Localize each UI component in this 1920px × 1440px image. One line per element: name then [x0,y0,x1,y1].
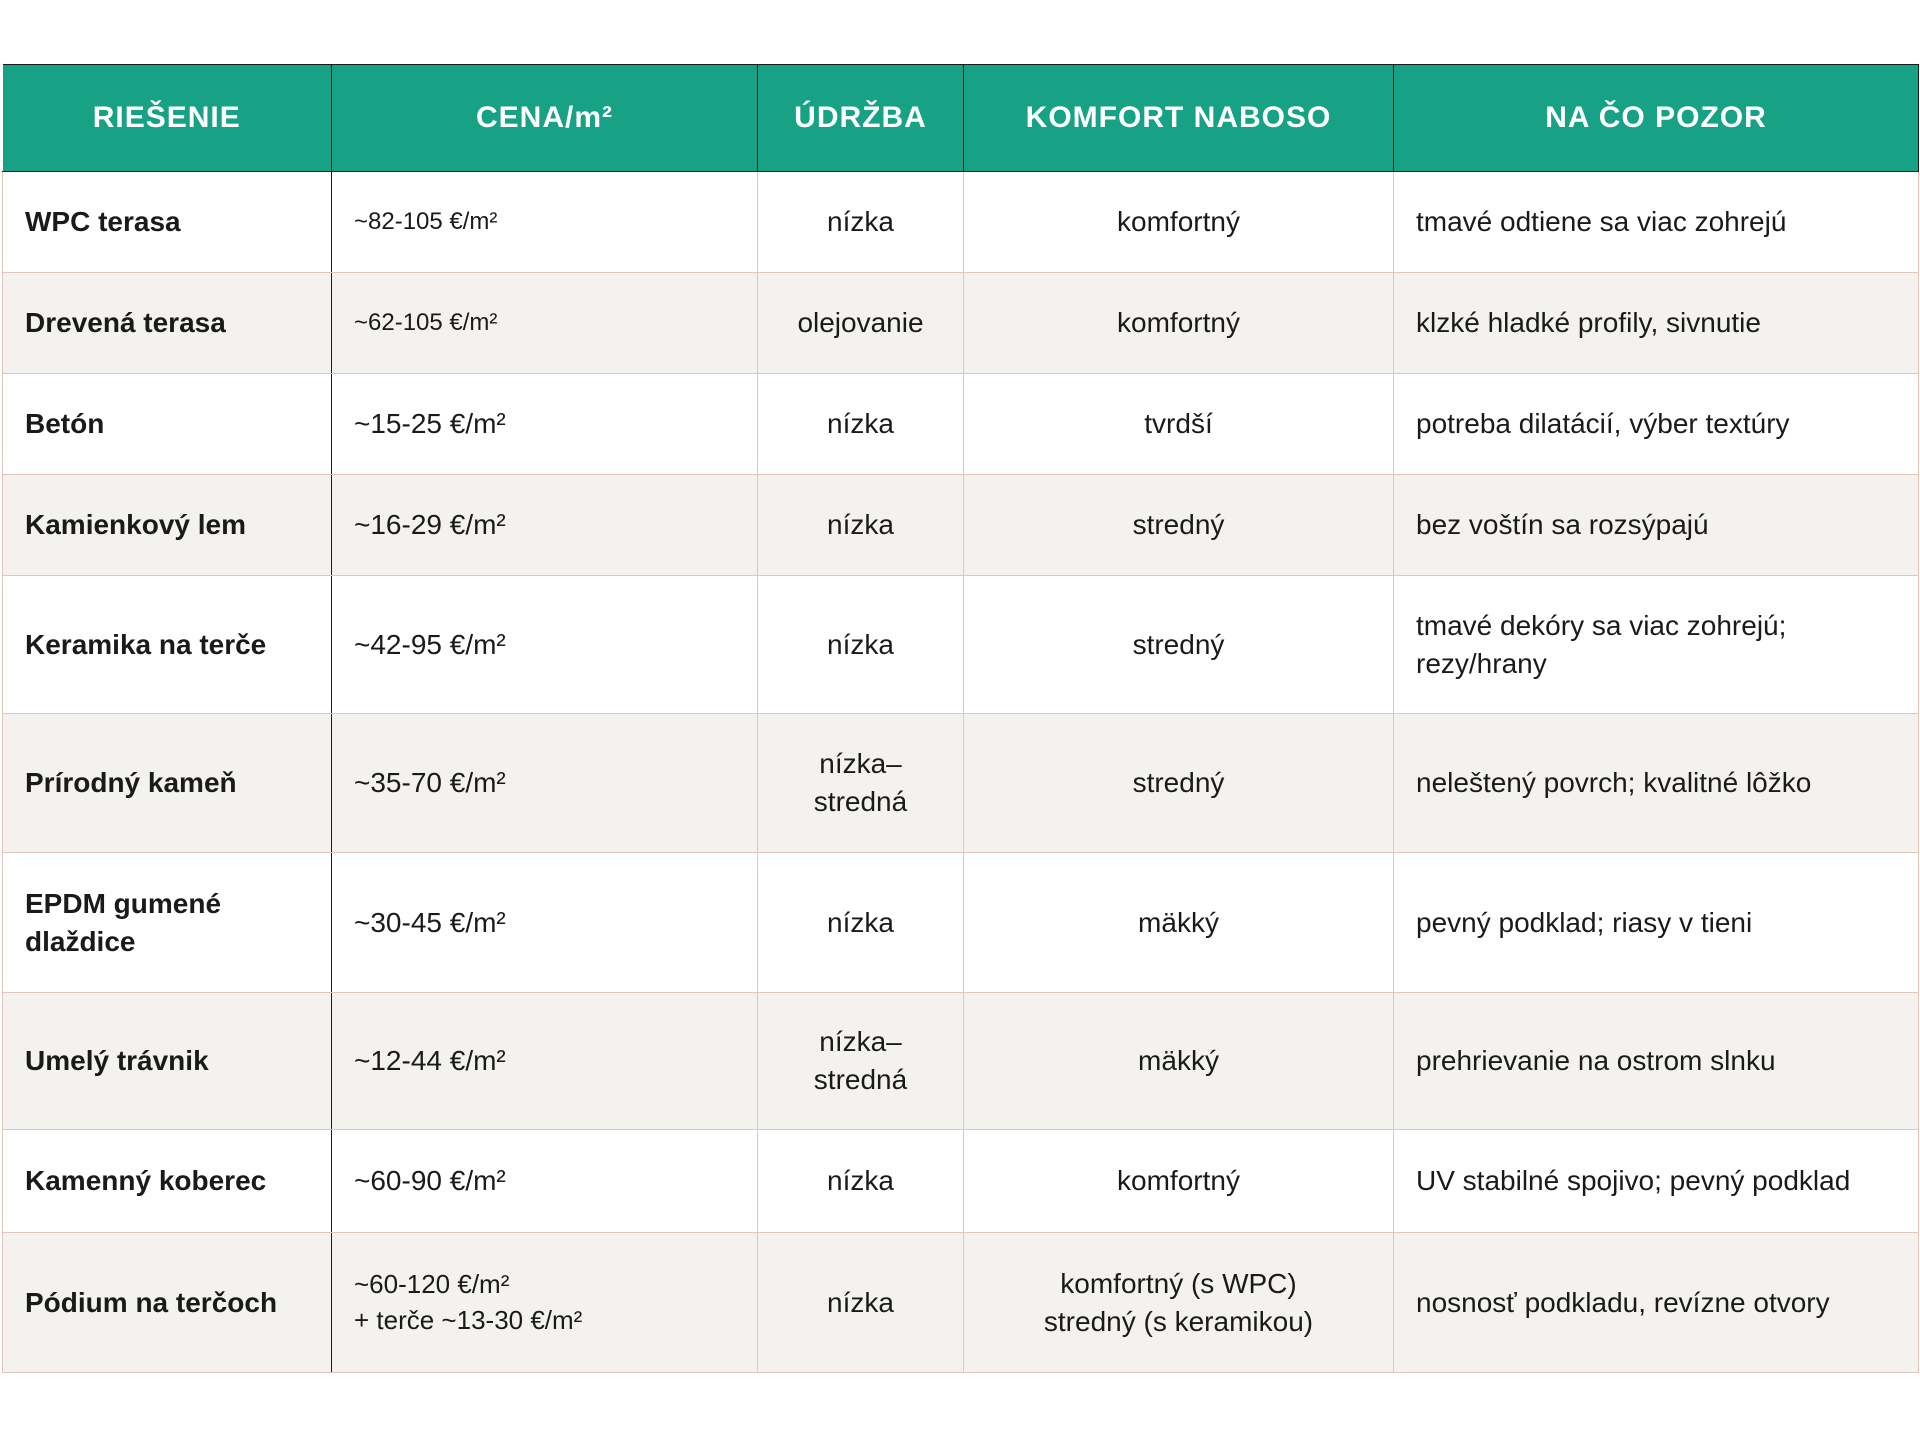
cell-solution: Umelý trávnik [3,993,332,1130]
header-solution: RIEŠENIE [3,65,332,172]
cell-maintenance [758,993,964,1130]
cell-maintenance: nízka [758,853,964,993]
table-body [3,172,1919,1373]
cell-price: ~30-45 €/m² [332,853,758,993]
table-row [3,374,1919,475]
cell-comfort: stredný [964,576,1394,714]
table-header [3,65,1919,172]
comparison-table [2,64,1919,1373]
cell-solution: Kamenný koberec [3,1130,332,1233]
cell-solution: Keramika na terče [3,576,332,714]
cell-caution: UV stabilné spojivo; pevný podklad [1394,1130,1919,1233]
cell-price: ~15-25 €/m² [332,374,758,475]
header-maintenance: ÚDRŽBA [758,65,964,172]
cell-solution: Drevená terasa [3,273,332,374]
cell-maintenance: nízka [758,576,964,714]
table-row [3,172,1919,273]
table-row [3,993,1919,1130]
cell-solution: Kamienkový lem [3,475,332,576]
cell-caution: bez voštín sa rozsýpajú [1394,475,1919,576]
cell-price: ~60-90 €/m² [332,1130,758,1233]
table-row [3,576,1919,714]
caution-line-1: tmavé dekóry sa viac zohrejú; [1416,609,1787,641]
cell-maintenance [758,714,964,853]
maintenance-line-1: nízka– [819,1026,902,1058]
cell-solution: WPC terasa [3,172,332,273]
cell-maintenance: olejovanie [758,273,964,374]
cell-comfort: stredný [964,475,1394,576]
cell-price: ~35-70 €/m² [332,714,758,853]
solution-line-2: dlaždice [25,925,136,957]
cell-price: ~42-95 €/m² [332,576,758,714]
cell-price: ~82-105 €/m² [332,172,758,273]
cell-maintenance: nízka [758,475,964,576]
table-row [3,273,1919,374]
header-row [3,65,1919,172]
cell-caution: klzké hladké profily, sivnutie [1394,273,1919,374]
header-caution: NA ČO POZOR [1394,65,1919,172]
comparison-table-wrapper [2,64,1918,1373]
header-comfort: KOMFORT NABOSO [964,65,1394,172]
cell-comfort: mäkký [964,993,1394,1130]
cell-caution [1394,576,1919,714]
cell-maintenance: nízka [758,172,964,273]
cell-caution: pevný podklad; riasy v tieni [1394,853,1919,993]
cell-caution: tmavé odtiene sa viac zohrejú [1394,172,1919,273]
price-line-1: ~60-120 €/m² [354,1269,510,1300]
header-price: CENA/m² [332,65,758,172]
comfort-line-1: komfortný (s WPC) [1060,1267,1297,1299]
cell-comfort: stredný [964,714,1394,853]
table-row [3,1130,1919,1233]
cell-caution: potreba dilatácií, výber textúry [1394,374,1919,475]
cell-solution: Prírodný kameň [3,714,332,853]
cell-price: ~62-105 €/m² [332,273,758,374]
solution-line-1: EPDM gumené [25,887,222,919]
cell-maintenance: nízka [758,1233,964,1373]
cell-comfort [964,1233,1394,1373]
cell-maintenance: nízka [758,1130,964,1233]
maintenance-line-1: nízka– [819,748,902,780]
maintenance-line-2: stredná [813,1064,908,1095]
cell-price [332,1233,758,1373]
cell-comfort: komfortný [964,1130,1394,1233]
cell-comfort: mäkký [964,853,1394,993]
cell-comfort: komfortný [964,273,1394,374]
cell-price: ~12-44 €/m² [332,993,758,1130]
cell-comfort: komfortný [964,172,1394,273]
maintenance-line-2: stredná [813,786,908,817]
table-row [3,714,1919,853]
table-row [3,475,1919,576]
cell-comfort: tvrdší [964,374,1394,475]
table-row [3,1233,1919,1373]
cell-price: ~16-29 €/m² [332,475,758,576]
price-line-2: + terče ~13-30 €/m² [354,1304,583,1335]
cell-caution: neleštený povrch; kvalitné lôžko [1394,714,1919,853]
cell-caution: prehrievanie na ostrom slnku [1394,993,1919,1130]
comfort-line-2: stredný (s keramikou) [1043,1305,1314,1337]
cell-solution [3,853,332,993]
caution-line-2: rezy/hrany [1416,647,1547,679]
cell-maintenance: nízka [758,374,964,475]
cell-solution: Pódium na terčoch [3,1233,332,1373]
cell-solution: Betón [3,374,332,475]
table-row [3,853,1919,993]
cell-caution: nosnosť podkladu, revízne otvory [1394,1233,1919,1373]
